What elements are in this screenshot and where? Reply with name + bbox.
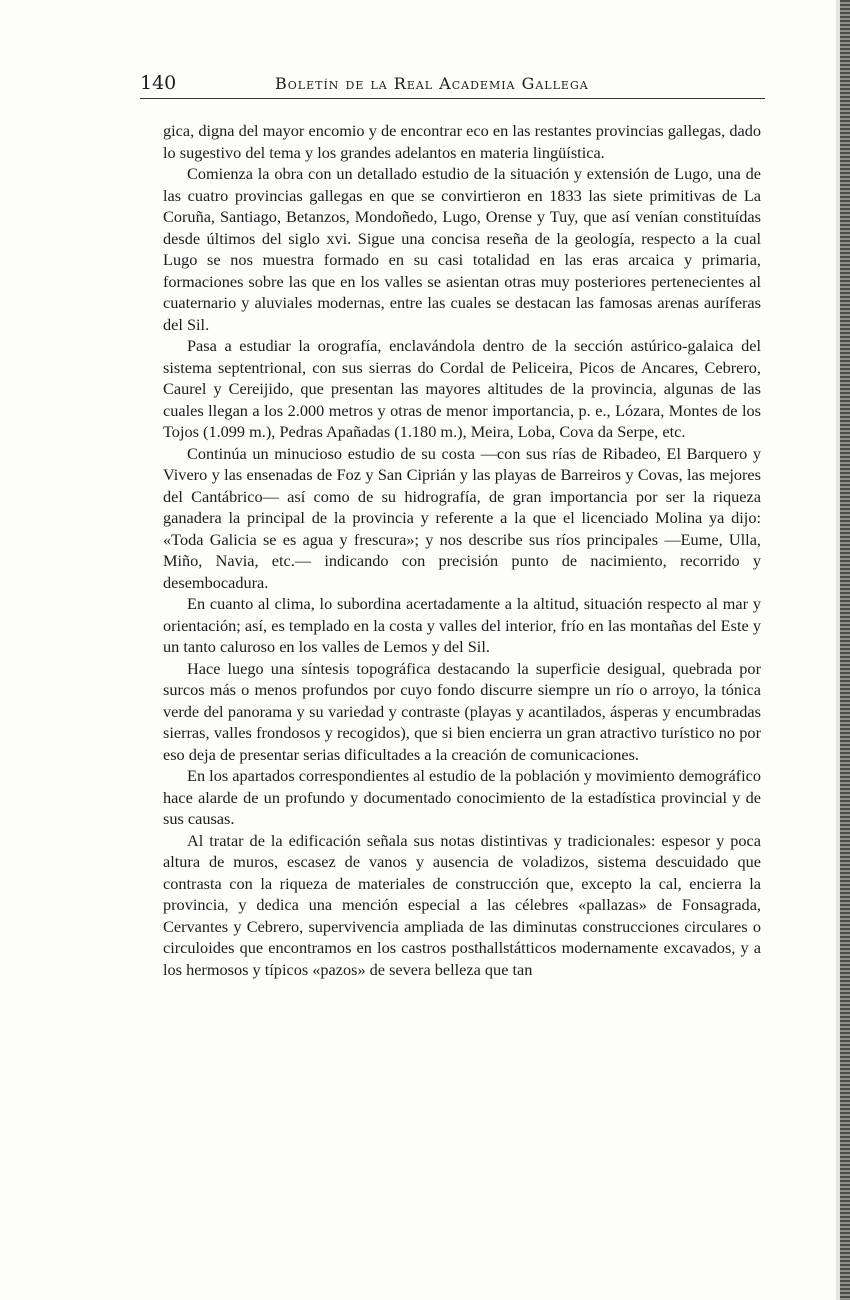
body-text [163,120,761,980]
paragraph: Continúa un minucioso estudio de su costa —con sus rías de Ribadeo, El Barquero y Vivero y las ensenadas de Foz y San Ciprián y las playas de Barreiros y Covas, las mejores del Cantábrico— así como de su hidrografía, de gran importancia por ser la riqueza ganadera la principal de la provincia y referente a la que el licenciado Molina ya dijo: «Toda Galicia se es agua y frescura»; y nos describe sus ríos principales —Eume, Ulla, Miño, Navia, etc.— indicando con precisión punto de nacimiento, recorrido y desembocadura. [163,443,761,592]
paragraph: gica, digna del mayor encomio y de encontrar eco en las restantes provincias gallegas, dado lo sugestivo del tema y los grandes adelantos en materia lingüística. [163,121,761,162]
paragraph: En cuanto al clima, lo subordina acertadamente a la altitud, situación respecto al mar y orientación; así, es templado en la costa y valles del interior, frío en las montañas del Este y un tanto caluroso en los valles de Lemos y del Sil. [163,594,761,656]
page-number: 140 [140,72,177,94]
running-title: Boletín de la Real Academia Gallega [275,74,589,93]
paragraph: Hace luego una síntesis topográfica destacando la superficie desigual, quebrada por surcos más o menos profundos por cuyo fondo discurre siempre un río o arroyo, la tónica verde del panorama y su variedad y contraste (playas y acantilados, ásperas y encumbradas sierras, valles frondosos y recogidos), que si bien encierra un gran atractivo turístico no por eso deja de presentar serias dificultades a la creación de comunicaciones. [163,658,761,764]
book-edge [840,0,850,1300]
paragraph: En los apartados correspondientes al estudio de la población y movimiento demográfico hace alarde de un profundo y documentado conocimiento de la estadística provincial y de sus causas. [163,766,761,828]
paragraph: Comienza la obra con un detallado estudio de la situación y extensión de Lugo, una de las cuatro provincias gallegas en que se convirtieron en 1833 las siete primitivas de La Coruña, Santiago, Betanzos, Mondoñedo, Lugo, Orense y Tuy, que así venían constituídas desde últimos del siglo xvi. Sigue una concisa reseña de la geología, respecto a la cual Lugo se nos muestra formado en su casi totalidad en las eras arcaica y primaria, formaciones sobre las que en los valles se asientan otras muy posteriores pertenecientes al cuaternario y aluviales modernas, entre las cuales se destacan las famosas arenas auríferas del Sil. [163,164,761,334]
paragraph: Pasa a estudiar la orografía, enclavándola dentro de la sección astúrico-galaica del sistema septentrional, con sus sierras do Cordal de Peliceira, Picos de Ancares, Cebrero, Caurel y Cereijido, que presentan las mayores altitudes de la provincia, algunas de las cuales llegan a los 2.000 metros y otras de menor importancia, p. e., Lózara, Montes de los Tojos (1.099 m.), Pedras Apañadas (1.180 m.), Meira, Loba, Cova da Serpe, etc. [163,336,761,441]
paragraph: Al tratar de la edificación señala sus notas distintivas y tradicionales: espesor y poca altura de muros, escasez de vanos y ausencia de voladizos, sistema descuidado que contrasta con la riqueza de materiales de construcción que, excepto la cal, encierra la provincia, y dedica una mención especial a las célebres «pallazas» de Fonsagrada, Cervantes y Cebrero, supervivencia ampliada de las diminutas construcciones circulares o circuloides que encontramos en los castros posthallstátticos modernamente excavados, y a los hermosos y típicos «pazos» de severa belleza que tan [163,830,761,979]
page-header [140,72,765,99]
